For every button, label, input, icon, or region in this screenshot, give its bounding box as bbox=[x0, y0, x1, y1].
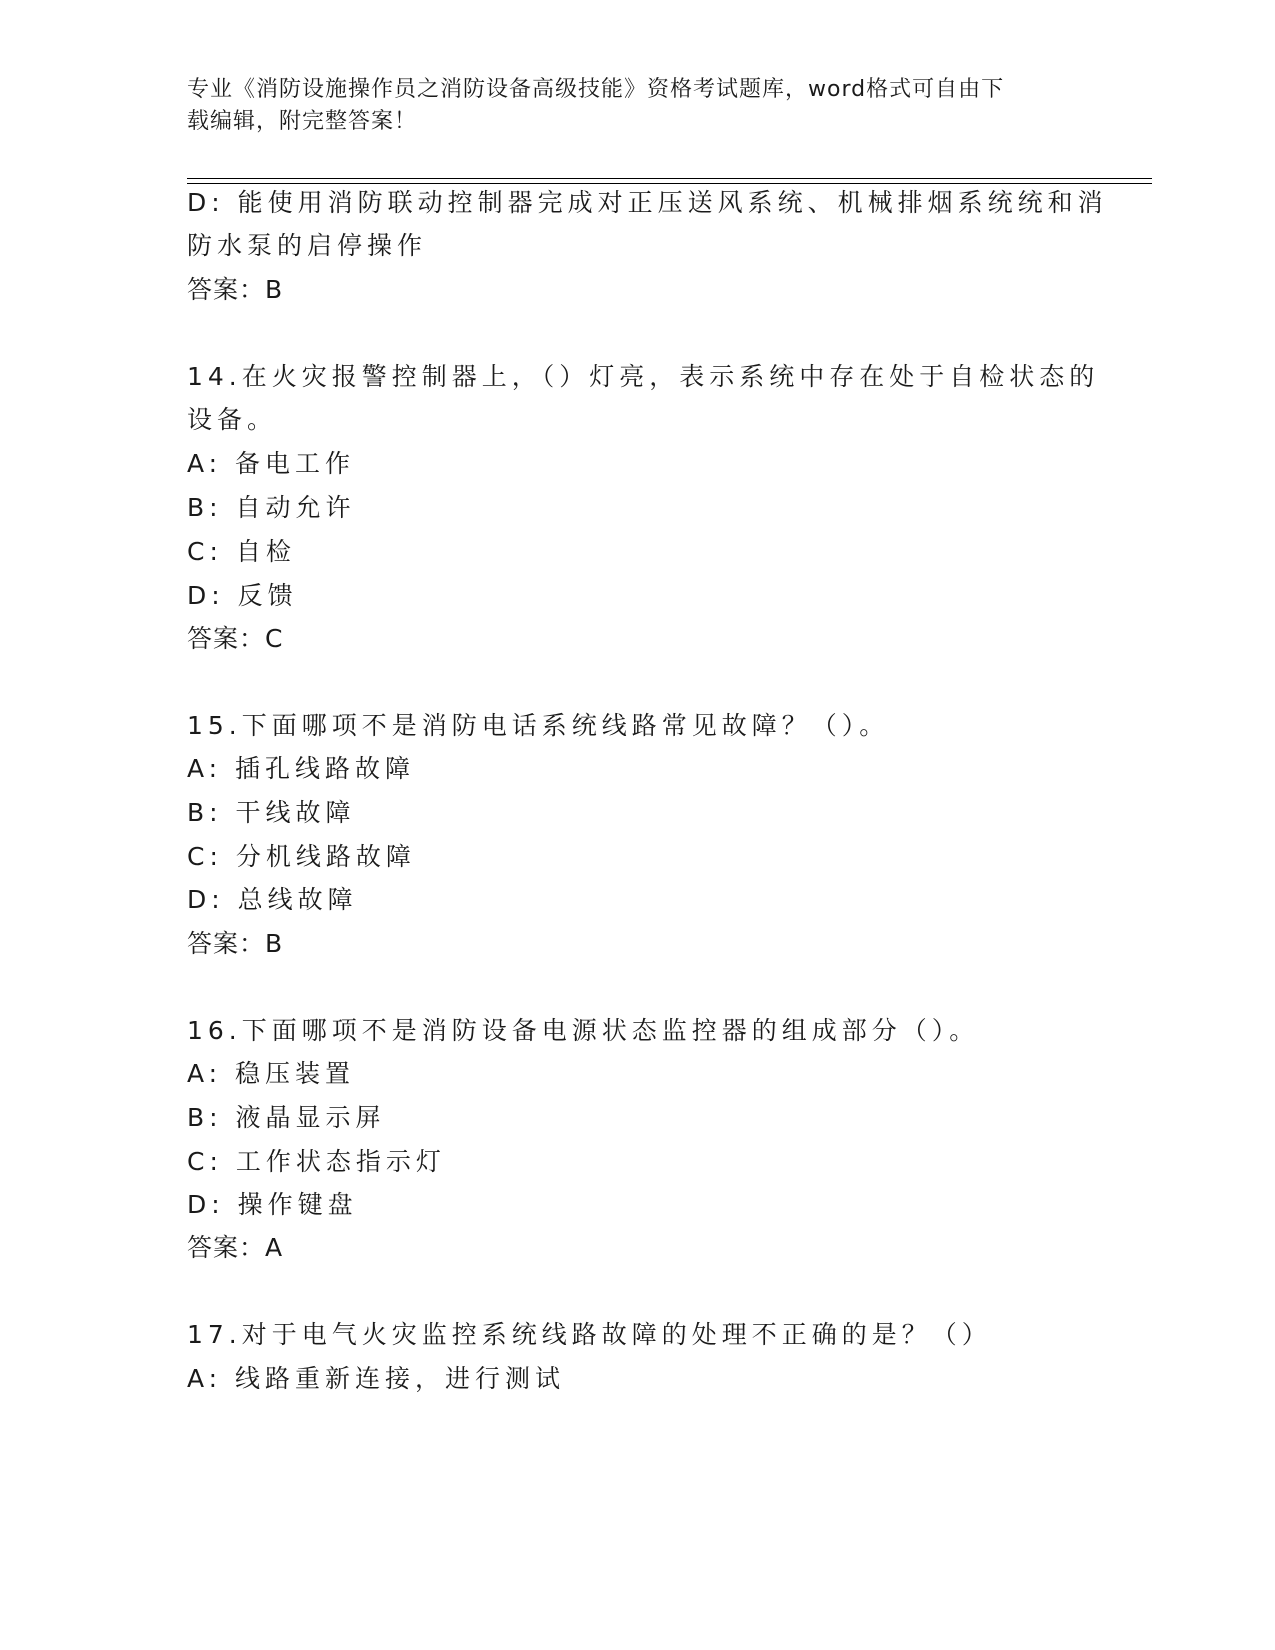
header-line-1: 专业《消防设施操作员之消防设备高级技能》资格考试题库，word格式可自由下 bbox=[187, 77, 1005, 102]
q15-option-c: C: 分机线路故障 bbox=[187, 842, 416, 871]
q17-option-a: A: 线路重新连接，进行测试 bbox=[187, 1364, 566, 1393]
q13-option-d-line-2: 防水泵的启停操作 bbox=[187, 231, 428, 260]
q15-stem: 15.下面哪项不是消防电话系统线路常见故障？（）。 bbox=[187, 711, 890, 740]
document-page bbox=[187, 0, 1167, 1650]
q15-option-a: A: 插孔线路故障 bbox=[187, 754, 416, 783]
q14-stem-line-2: 设备。 bbox=[187, 405, 278, 434]
q14-stem-line-1: 14.在火灾报警控制器上，（）灯亮，表示系统中存在处于自检状态的 bbox=[187, 362, 1100, 391]
q16-option-b: B: 液晶显示屏 bbox=[187, 1103, 386, 1132]
q15-option-b: B: 干线故障 bbox=[187, 798, 356, 827]
q13-option-d-line-1: D: 能使用消防联动控制器完成对正压送风系统、机械排烟系统统和消 bbox=[187, 188, 1108, 217]
q16-stem: 16.下面哪项不是消防设备电源状态监控器的组成部分（）。 bbox=[187, 1016, 980, 1045]
q14-option-d: D: 反馈 bbox=[187, 581, 298, 610]
q16-answer: 答案：A bbox=[187, 1233, 284, 1262]
q14-option-a: A: 备电工作 bbox=[187, 449, 356, 478]
q16-option-d: D: 操作键盘 bbox=[187, 1190, 358, 1219]
q14-option-b: B: 自动允许 bbox=[187, 493, 356, 522]
header-line-2: 载编辑，附完整答案！ bbox=[187, 109, 418, 134]
q14-option-c: C: 自检 bbox=[187, 537, 296, 566]
q16-option-a: A: 稳压装置 bbox=[187, 1059, 356, 1088]
q17-stem: 17.对于电气火灾监控系统线路故障的处理不正确的是？（） bbox=[187, 1320, 992, 1349]
q15-answer: 答案：B bbox=[187, 929, 284, 958]
q15-option-d: D: 总线故障 bbox=[187, 885, 358, 914]
q16-option-c: C: 工作状态指示灯 bbox=[187, 1147, 446, 1176]
document-header bbox=[187, 74, 1067, 138]
q14-answer: 答案：C bbox=[187, 624, 284, 653]
q13-answer: 答案：B bbox=[187, 275, 284, 304]
